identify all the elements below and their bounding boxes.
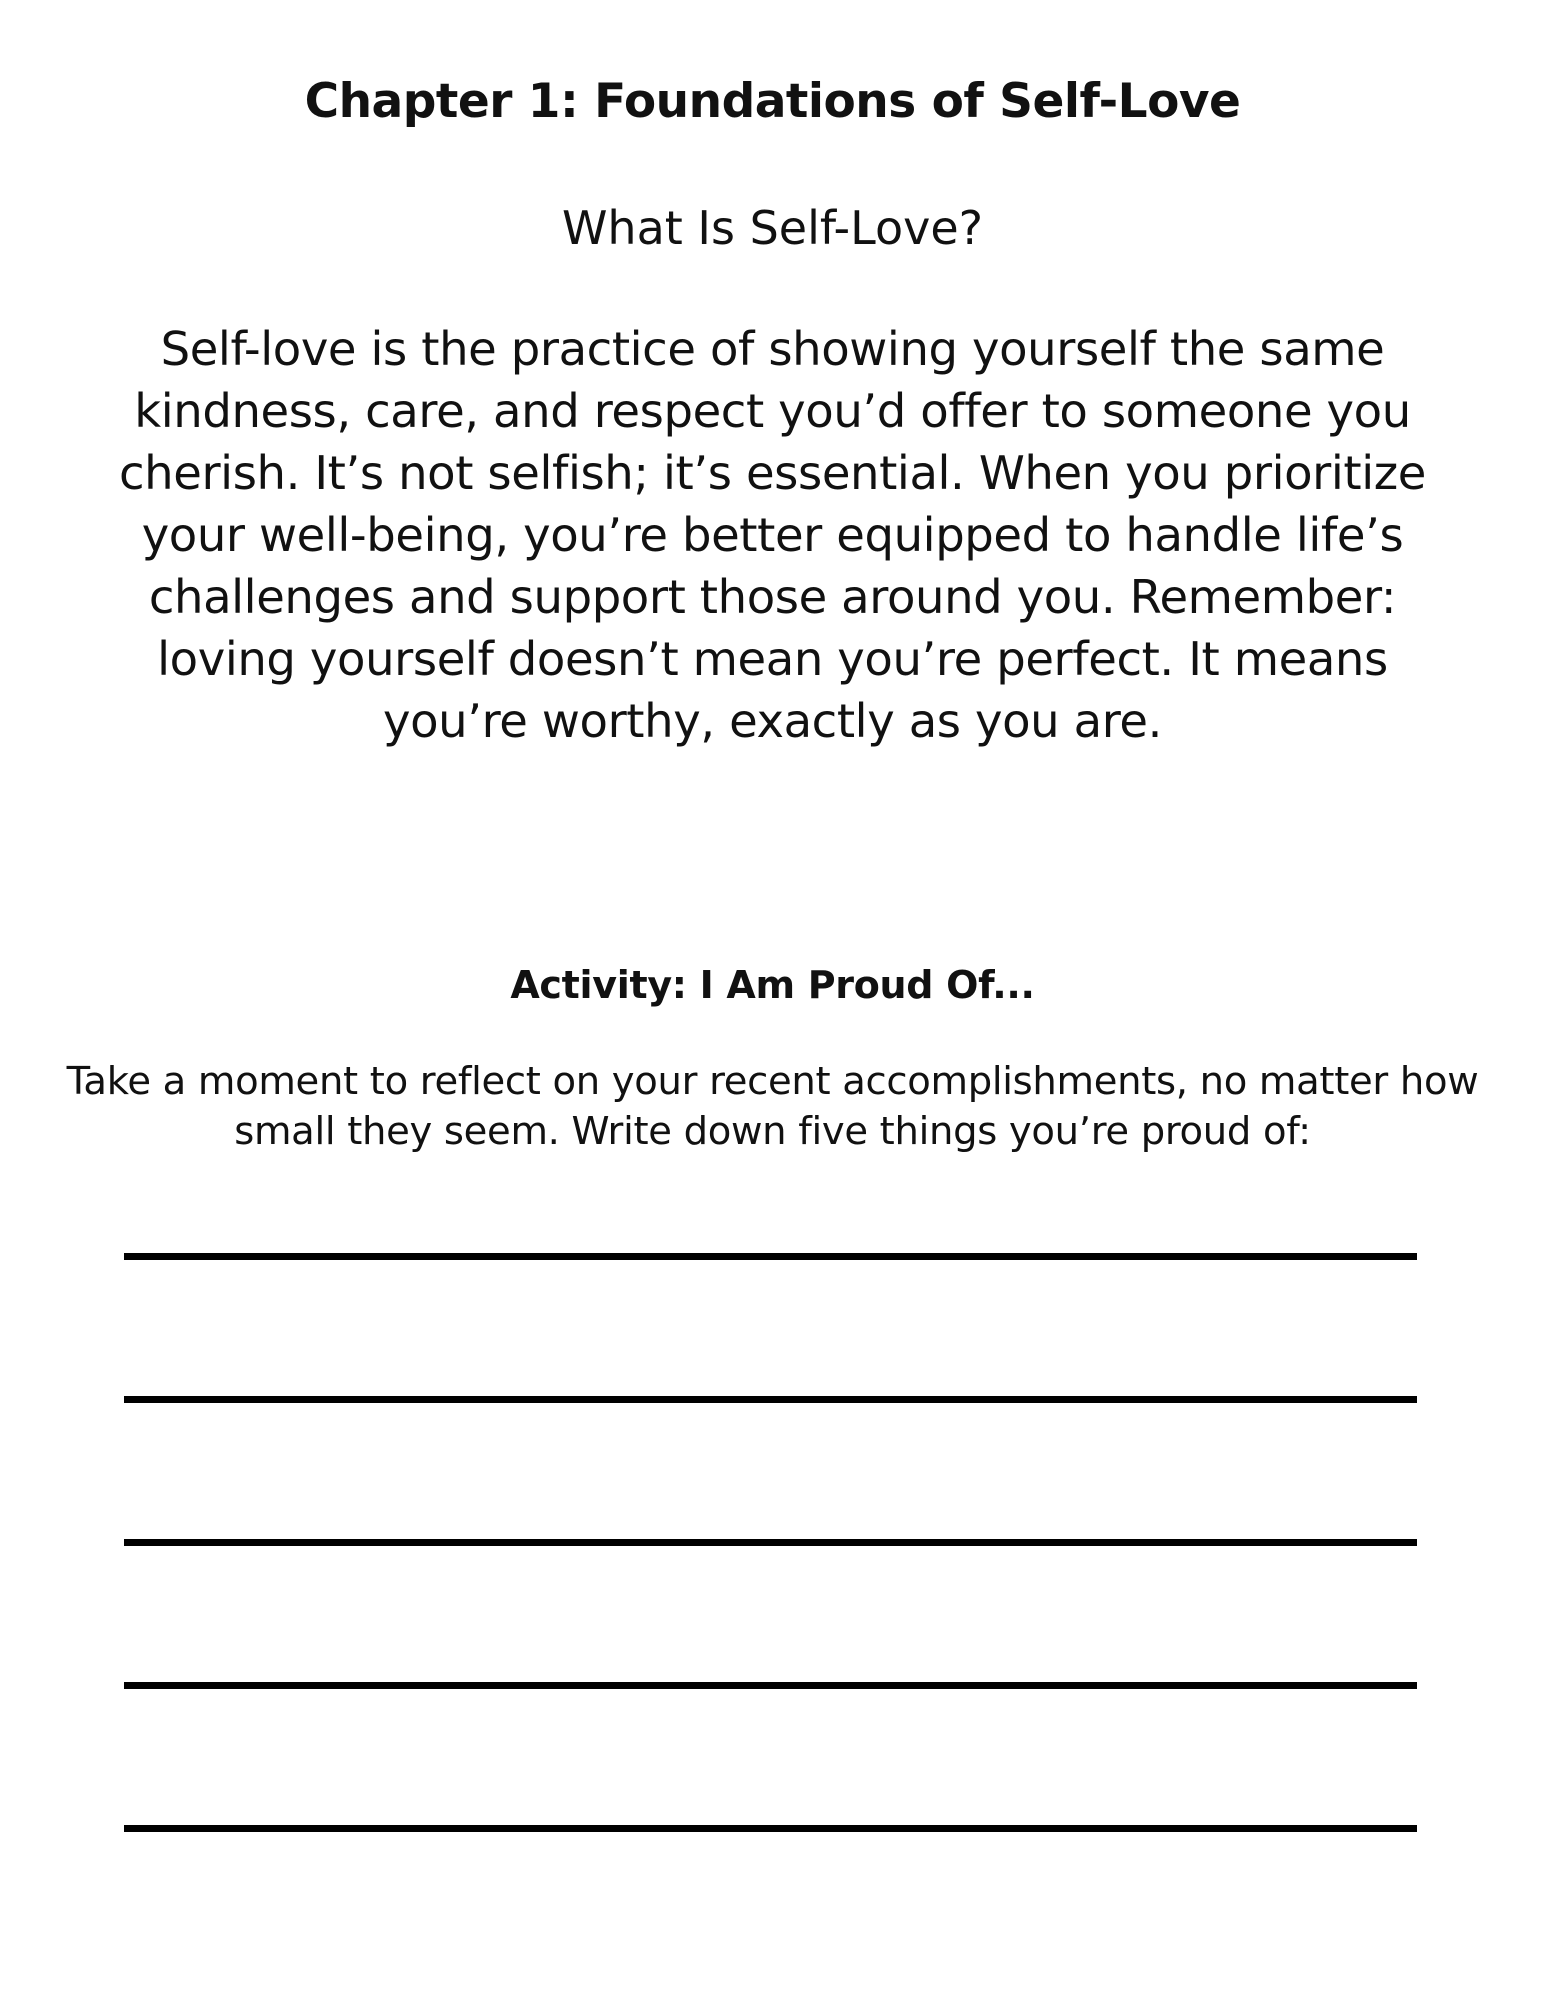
answer-line-5[interactable] [124, 1825, 1417, 1832]
activity-description: Take a moment to reflect on your recent accomplishments, no matter how small they seem. Write down five things you’re proud of: [66, 1059, 1479, 1154]
chapter-title: Chapter 1: Foundations of Self-Love [304, 74, 1241, 129]
answer-line-3[interactable] [124, 1539, 1417, 1546]
answer-line-1[interactable] [124, 1253, 1417, 1260]
section-subtitle: What Is Self-Love? [561, 201, 984, 255]
answer-line-4[interactable] [124, 1682, 1417, 1689]
answer-line-2[interactable] [124, 1396, 1417, 1403]
intro-paragraph: Self-love is the practice of showing yourself the same kindness, care, and respect you’d offer to someone you cherish. It’s not selfish; it’s essential. When you prioritize your well-being, you’re better equipped to handle life’s challenges and support those around you. Remember: loving yourself doesn’t mean you’re perfect. It means you’re worthy, exactly as you are. [119, 322, 1426, 748]
activity-title: Activity: I Am Proud Of... [510, 963, 1035, 1007]
